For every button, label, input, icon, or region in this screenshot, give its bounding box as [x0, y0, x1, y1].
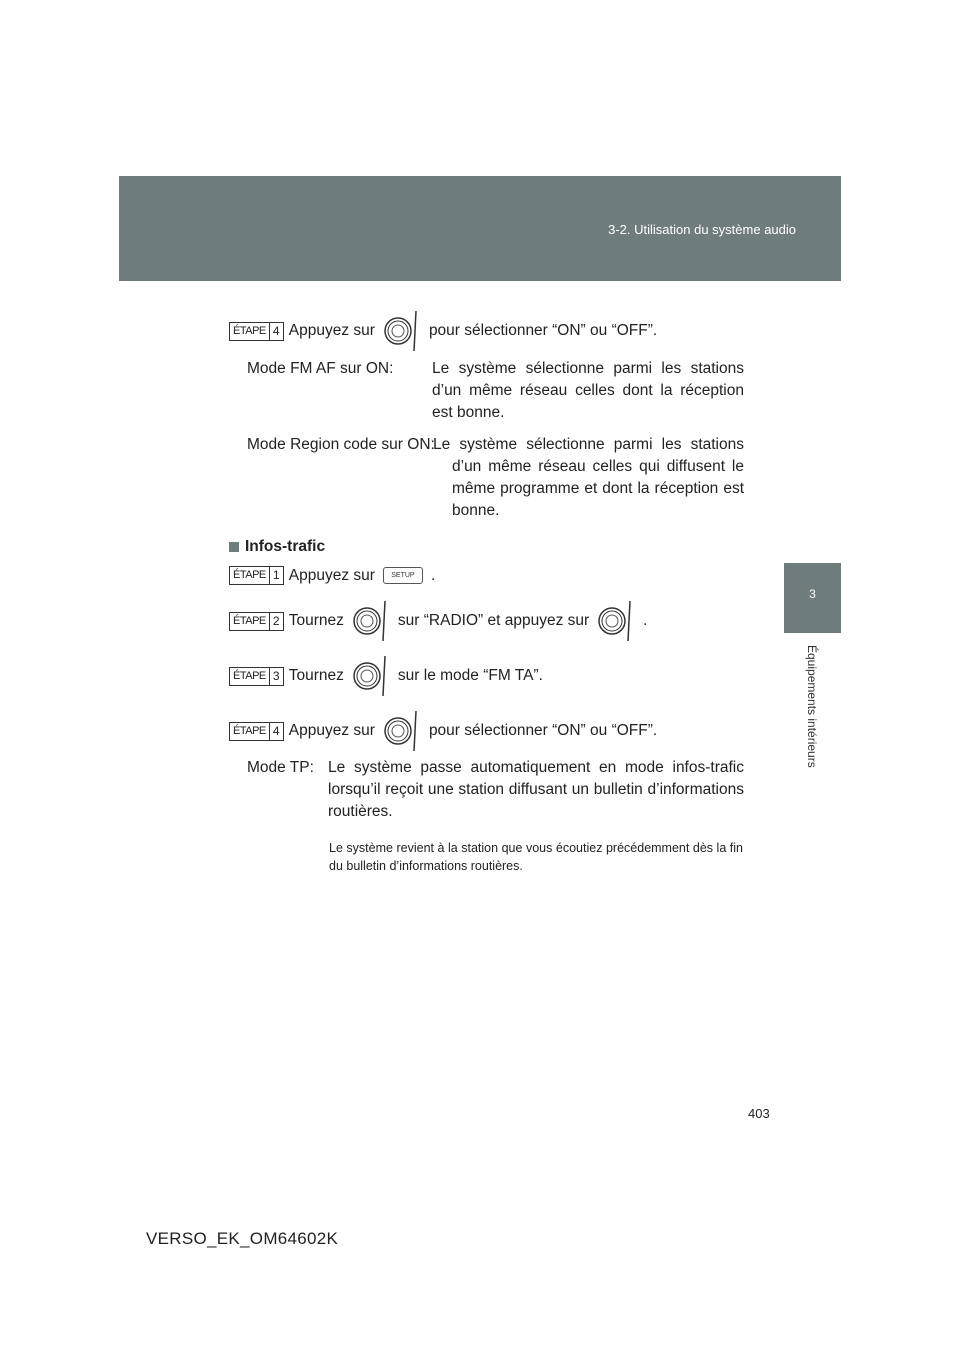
step-text-before: Appuyez sur — [288, 722, 375, 739]
step-text-middle: sur “RADIO” et appuyez sur — [397, 612, 590, 629]
heading-text: Infos-trafic — [245, 538, 326, 555]
mode-fm-af-text: Le système sélectionne parmi les stations d’un même réseau celles dont la réception est bonne. — [432, 360, 744, 421]
step-badge: ÉTAPE 1 — [229, 566, 284, 585]
page-number: 403 — [748, 1106, 770, 1121]
mode-tp-label: Mode TP: — [247, 759, 314, 776]
footer-code: VERSO_EK_OM64602K — [146, 1229, 339, 1248]
tune-knob-icon — [380, 309, 424, 353]
step-a4 — [229, 309, 657, 353]
step-b3 — [229, 654, 543, 698]
tune-knob-icon — [594, 599, 638, 643]
mode-region-label: Mode Region code sur ON: — [247, 436, 435, 453]
mode-fm-af-label: Mode FM AF sur ON: — [247, 360, 394, 377]
step-text-after: . — [643, 612, 648, 629]
step-text-before: Appuyez sur — [288, 322, 375, 339]
section-header — [119, 176, 841, 281]
step-text-before: Tournez — [288, 667, 344, 684]
section-heading — [229, 538, 325, 556]
section-title: 3-2. Utilisation du système audio — [608, 222, 796, 237]
step-text-after: sur le mode “FM TA”. — [397, 667, 543, 684]
note-text: Le système revient à la station que vous écoutiez précédemment dès la fin du bulletin d’informations routières. — [329, 841, 743, 873]
tune-knob-icon — [349, 654, 393, 698]
step-text-after: . — [430, 566, 436, 584]
step-b1 — [229, 566, 435, 585]
mode-region-text: Le système sélectionne parmi les stations d’un même réseau celles qui diffusent le même programme et dont la réception est bonne. — [433, 436, 744, 519]
setup-button-icon: SETUP — [383, 567, 423, 584]
step-text-before: Tournez — [288, 612, 344, 629]
step-badge: ÉTAPE 4 — [229, 322, 284, 341]
chapter-tab — [784, 563, 841, 633]
chapter-label-box — [801, 645, 823, 845]
step-b4 — [229, 709, 657, 753]
chapter-number: 3 — [809, 587, 816, 601]
step-text-after: pour sélectionner “ON” ou “OFF”. — [428, 322, 658, 339]
step-badge: ÉTAPE 3 — [229, 667, 284, 686]
step-text-after: pour sélectionner “ON” ou “OFF”. — [428, 722, 658, 739]
step-text-before: Appuyez sur — [288, 566, 375, 584]
mode-tp-text: Le système passe automatiquement en mode infos-trafic lorsqu’il reçoit une station diffusant un bulletin d’informations routières. — [328, 759, 744, 820]
tune-knob-icon — [380, 709, 424, 753]
step-badge: ÉTAPE 2 — [229, 612, 284, 631]
step-badge: ÉTAPE 4 — [229, 722, 284, 741]
heading-bullet-icon — [229, 542, 239, 552]
tune-knob-icon — [349, 599, 393, 643]
chapter-label: Équipements intérieurs — [805, 645, 819, 768]
step-b2 — [229, 599, 647, 643]
